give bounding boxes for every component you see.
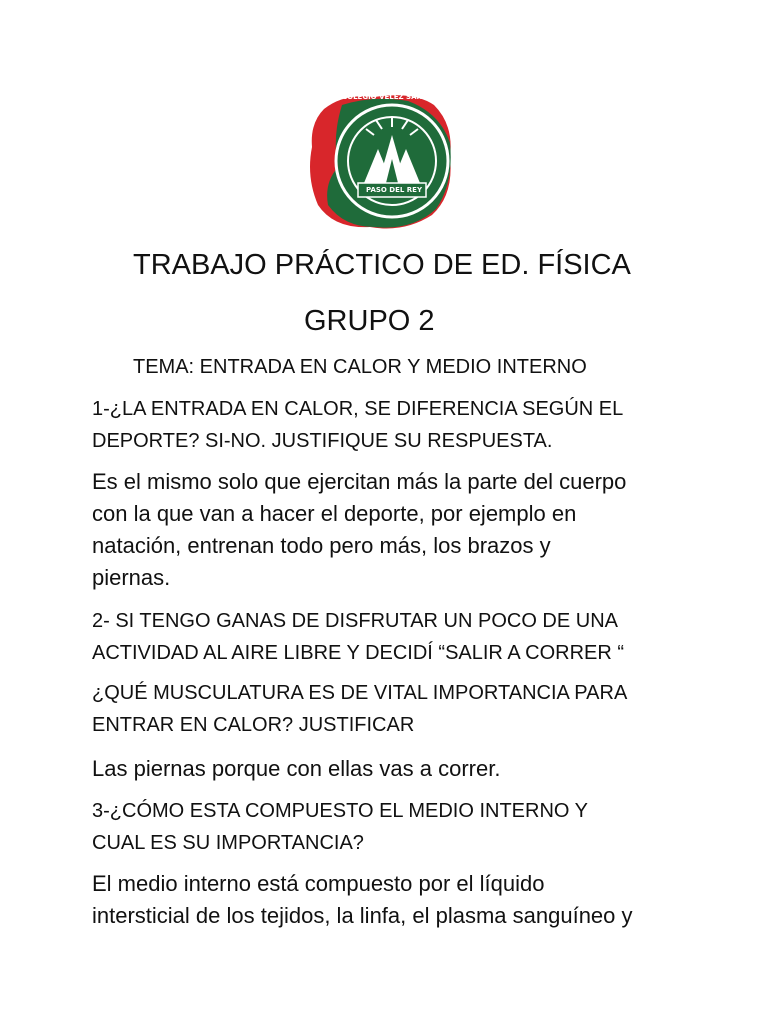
answer-3-line: El medio interno está compuesto por el líquido [92,871,545,896]
answer-1-line: natación, entrenan todo pero más, los brazos y [92,533,551,558]
school-crest-icon [304,87,458,233]
question-2b-line: ¿QUÉ MUSCULATURA ES DE VITAL IMPORTANCIA PARA [92,682,628,704]
question-2b [92,677,692,741]
answer-1-line: piernas. [92,565,171,590]
question-1 [92,393,692,457]
group-heading: GRUPO 2 [304,305,435,337]
answer-3 [92,868,692,932]
logo-banner-text: PASO DEL REY [365,186,423,194]
logo-ring-text: COLEGIO VÉLEZ SARSFIELD [342,93,450,101]
answer-1-line: con la que van a hacer el deporte, por ejemplo en [92,501,577,526]
document-title: TRABAJO PRÁCTICO DE ED. FÍSICA [133,249,631,281]
school-logo [304,87,458,233]
answer-2-line: Las piernas porque con ellas vas a correr. [92,756,501,781]
topic-heading: TEMA: ENTRADA EN CALOR Y MEDIO INTERNO [133,356,587,378]
question-2-line: ACTIVIDAD AL AIRE LIBRE Y DECIDÍ “SALIR A CORRER “ [92,642,625,664]
question-2b-line: ENTRAR EN CALOR? JUSTIFICAR [92,714,415,736]
answer-1 [92,466,692,594]
question-1-line: 1-¿LA ENTRADA EN CALOR, SE DIFERENCIA SEGÚN EL [92,398,624,420]
question-2 [92,605,692,669]
answer-3-line: intersticial de los tejidos, la linfa, el plasma sanguíneo y [92,903,633,928]
question-3-line: CUAL ES SU IMPORTANCIA? [92,832,364,854]
question-2-line: 2- SI TENGO GANAS DE DISFRUTAR UN POCO DE UNA [92,610,618,632]
answer-2 [92,753,692,785]
question-1-line: DEPORTE? SI-NO. JUSTIFIQUE SU RESPUESTA. [92,430,553,452]
question-3 [92,795,692,859]
question-3-line: 3-¿CÓMO ESTA COMPUESTO EL MEDIO INTERNO Y [92,800,588,822]
answer-1-line: Es el mismo solo que ejercitan más la parte del cuerpo [92,469,627,494]
